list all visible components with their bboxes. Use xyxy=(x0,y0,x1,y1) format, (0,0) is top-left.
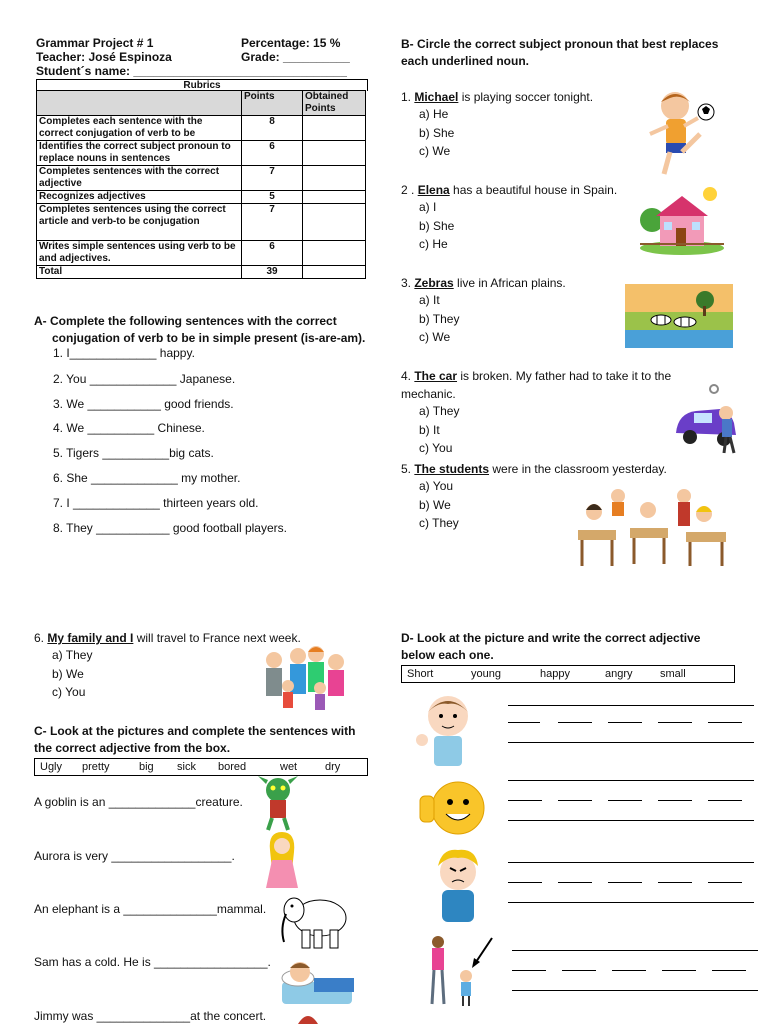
writing-dash xyxy=(508,882,542,883)
writing-dash xyxy=(658,722,692,723)
sentence-c2: Aurora is very __________________. xyxy=(34,849,235,863)
rubric-obtained xyxy=(303,266,366,279)
rubric-obtained xyxy=(303,241,366,266)
section-d-title: D- Look at the picture and write the correct adjective xyxy=(401,631,701,645)
writing-dash xyxy=(558,800,592,801)
sentence-a1: 1. I_____________ happy. xyxy=(53,346,195,360)
options-b3 xyxy=(419,291,459,347)
underlined-noun: The car xyxy=(414,369,458,383)
section-b-title-2: each underlined noun. xyxy=(401,54,530,68)
word-box-item: happy xyxy=(540,668,570,680)
rubric-obtained xyxy=(303,116,366,141)
student-name-field: Student´s name: ________________________________ xyxy=(36,64,347,78)
writing-dash xyxy=(508,722,540,723)
word-box-item: dry xyxy=(325,761,341,773)
rubric-obtained xyxy=(303,141,366,166)
option-a[interactable]: a) They xyxy=(52,648,93,662)
writing-line xyxy=(508,705,754,706)
rubric-criterion: Completes each sentence with the correct conjugation of verb to be xyxy=(37,116,242,141)
word-box-item: small xyxy=(660,668,686,680)
word-box-c xyxy=(34,758,368,776)
question-b3 xyxy=(401,276,566,290)
underlined-noun: Elena xyxy=(417,183,450,197)
broken-car-image xyxy=(672,383,748,459)
option-b[interactable]: b) She xyxy=(419,218,455,233)
sentence-a7: 7. I _____________ thirteen years old. xyxy=(53,496,259,510)
short-person-image xyxy=(420,934,496,1010)
writing-dash xyxy=(508,800,542,801)
options-b6 xyxy=(52,646,92,702)
elephant-image xyxy=(278,892,350,950)
goblin-image xyxy=(258,774,298,830)
question-b4 xyxy=(401,369,671,383)
table-row xyxy=(37,266,366,279)
sentence-a6: 6. She _____________ my mother. xyxy=(53,471,241,485)
rubric-points: 39 xyxy=(242,266,303,279)
rubric-table xyxy=(36,90,366,279)
zebras-image xyxy=(625,284,733,348)
soccer-player-image xyxy=(640,88,720,180)
writing-dash xyxy=(608,882,642,883)
option-b[interactable]: b) We xyxy=(52,666,84,681)
sentence-a2: 2. You _____________ Japanese. xyxy=(53,372,236,386)
rubric-criterion: Writes simple sentences using verb to be and adjectives. xyxy=(37,241,242,266)
rubric-obtained xyxy=(303,204,366,241)
word-box-item: young xyxy=(471,668,501,680)
section-b-title: B- Circle the correct subject pronoun that best replaces xyxy=(401,37,719,51)
options-b2 xyxy=(419,198,454,254)
table-row xyxy=(37,204,366,241)
question-b6 xyxy=(34,631,301,645)
table-row xyxy=(37,141,366,166)
option-a[interactable]: a) I xyxy=(419,200,437,214)
angry-boy-image xyxy=(428,844,492,926)
question-number: 1. xyxy=(401,90,415,104)
option-b[interactable]: b) It xyxy=(419,422,440,437)
writing-dash xyxy=(612,970,646,971)
table-row xyxy=(37,166,366,191)
option-a[interactable]: a) You xyxy=(419,479,454,493)
sentence-a8: 8. They ___________ good football players. xyxy=(53,521,287,535)
underlined-noun: My family and I xyxy=(47,631,134,645)
writing-line xyxy=(508,820,754,821)
writing-dash xyxy=(608,800,642,801)
sentence-a3: 3. We ___________ good friends. xyxy=(53,397,234,411)
writing-dash xyxy=(708,722,742,723)
rubric-points: 7 xyxy=(242,166,303,191)
option-c[interactable]: c) He xyxy=(419,237,448,251)
rubric-header-obtained: Obtained Points xyxy=(303,91,366,116)
teacher-name: Teacher: José Espinoza xyxy=(36,50,172,64)
rubric-points: 6 xyxy=(242,141,303,166)
word-box-item: sick xyxy=(177,761,196,773)
rubric-criterion: Total xyxy=(37,266,242,279)
rubric-points: 6 xyxy=(242,241,303,266)
writing-line xyxy=(508,862,754,863)
rubric-header-points: Points xyxy=(242,91,303,116)
underlined-noun: The students xyxy=(414,462,490,476)
writing-dash xyxy=(558,882,592,883)
section-a-title: A- Complete the following sentences with the correct xyxy=(34,314,337,328)
writing-line xyxy=(508,742,754,743)
section-d-title-2: below each one. xyxy=(401,648,494,662)
rubric-points: 7 xyxy=(242,204,303,241)
question-b2 xyxy=(401,183,617,197)
aurora-image xyxy=(262,830,300,888)
options-b4 xyxy=(419,402,459,458)
rubric-criterion: Completes sentences with the correct adjective xyxy=(37,166,242,191)
question-text: will travel to France next week. xyxy=(133,631,301,645)
question-text: has a beautiful house in Spain. xyxy=(449,183,618,197)
options-b5 xyxy=(419,477,459,533)
grade-field: Grade: __________ xyxy=(241,50,350,64)
writing-line xyxy=(512,990,758,991)
writing-line xyxy=(512,950,758,951)
family-image xyxy=(258,646,348,716)
rubric-criterion: Recognizes adjectives xyxy=(37,191,242,204)
rubric-obtained xyxy=(303,166,366,191)
writing-dash xyxy=(512,970,546,971)
underlined-noun: Zebras xyxy=(414,276,454,290)
section-c-title-2: the correct adjective from the box. xyxy=(34,741,231,755)
option-a[interactable]: a) They xyxy=(419,404,460,418)
table-row xyxy=(37,116,366,141)
writing-dash xyxy=(608,722,642,723)
option-c[interactable]: c) You xyxy=(52,685,86,699)
sentence-c5: Jimmy was ______________at the concert. xyxy=(34,1009,267,1023)
writing-dash xyxy=(712,970,746,971)
table-row xyxy=(37,191,366,204)
project-title: Grammar Project # 1 xyxy=(36,36,154,50)
question-text: live in African plains. xyxy=(453,276,566,290)
option-b[interactable]: b) They xyxy=(419,311,460,326)
happy-face-image xyxy=(418,774,492,840)
rubric-header-row xyxy=(37,91,366,116)
question-number: 2 . xyxy=(401,183,418,197)
question-number: 6. xyxy=(34,631,48,645)
writing-dash xyxy=(708,800,742,801)
option-b[interactable]: b) We xyxy=(419,497,451,512)
question-b5 xyxy=(401,462,667,476)
option-a[interactable]: a) He xyxy=(419,107,449,121)
sentence-a4: 4. We __________ Chinese. xyxy=(53,421,205,435)
table-row xyxy=(37,241,366,266)
sentence-a5: 5. Tigers __________big cats. xyxy=(53,446,214,460)
question-number: 3. xyxy=(401,276,415,290)
rubric-points: 8 xyxy=(242,116,303,141)
writing-line xyxy=(508,780,754,781)
option-c[interactable]: c) We xyxy=(419,330,451,344)
percentage: Percentage: 15 % xyxy=(241,36,341,50)
options-b1 xyxy=(419,105,454,161)
question-number: 4. xyxy=(401,369,415,383)
sentence-c1: A goblin is an _____________creature. xyxy=(34,795,243,809)
sick-boy-image xyxy=(276,952,358,1010)
question-text: is broken. My father had to take it to the xyxy=(457,369,672,383)
rubric-obtained xyxy=(303,191,366,204)
option-a[interactable]: a) It xyxy=(419,293,440,307)
rubric-points: 5 xyxy=(242,191,303,204)
writing-line xyxy=(508,902,754,903)
question-text: were in the classroom yesterday. xyxy=(489,462,667,476)
word-box-item: angry xyxy=(605,668,633,680)
sentence-c4: Sam has a cold. He is _________________. xyxy=(34,955,271,969)
rubric-title: Rubrics xyxy=(36,79,368,91)
option-c[interactable]: c) You xyxy=(419,441,453,455)
writing-dash xyxy=(708,882,742,883)
option-b[interactable]: b) She xyxy=(419,125,455,140)
word-box-item: Short xyxy=(407,668,434,680)
underlined-noun: Michael xyxy=(414,90,459,104)
writing-dash xyxy=(658,800,692,801)
question-b1 xyxy=(401,90,593,104)
writing-dash xyxy=(662,970,696,971)
young-boy-image xyxy=(412,690,482,770)
writing-dash xyxy=(658,882,692,883)
word-box-d xyxy=(401,665,735,683)
word-box-item: big xyxy=(139,761,154,773)
rubric-criterion: Identifies the correct subject pronoun to replace nouns in sentences xyxy=(37,141,242,166)
writing-dash xyxy=(562,970,596,971)
rubric-criterion: Completes sentences using the correct article and verb-to be conjugation xyxy=(37,204,242,241)
sentence-c3: An elephant is a ______________mammal. xyxy=(34,902,267,916)
bored-boy-image xyxy=(296,1010,320,1024)
option-c[interactable]: c) They xyxy=(419,516,459,530)
question-number: 5. xyxy=(401,462,415,476)
students-classroom-image xyxy=(576,486,732,568)
rubric-header-criterion xyxy=(37,91,242,116)
section-c-title: C- Look at the pictures and complete the sentences with xyxy=(34,724,356,738)
word-box-item: wet xyxy=(280,761,298,773)
writing-dash xyxy=(558,722,592,723)
word-box-item: Ugly xyxy=(40,761,63,773)
section-a-title-2: conjugation of verb to be in simple present (is-are-am). xyxy=(52,331,366,345)
question-text: is playing soccer tonight. xyxy=(458,90,594,104)
word-box-item: pretty xyxy=(82,761,110,773)
house-image xyxy=(640,184,724,256)
option-c[interactable]: c) We xyxy=(419,144,451,158)
word-box-item: bored xyxy=(218,761,247,773)
question-b4-cont: mechanic. xyxy=(401,387,456,401)
